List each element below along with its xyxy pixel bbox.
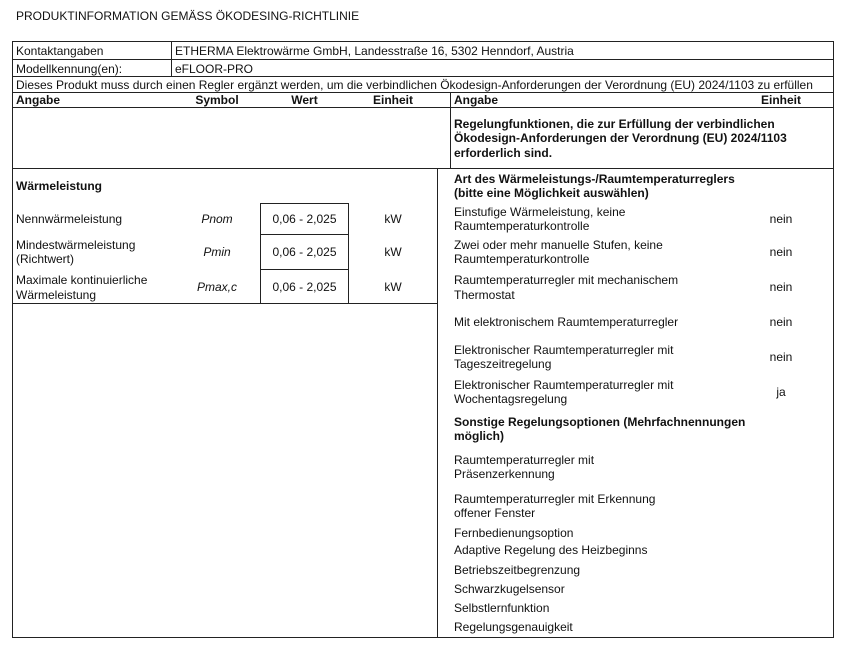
contact-label: Kontaktangaben <box>16 44 104 58</box>
type-2-line-1: Raumtemperaturregler mit mechanischem <box>454 273 679 287</box>
other-0-line-1: Raumtemperaturregler mit <box>454 453 595 467</box>
row-label-max-1: Maximale kontinuierliche <box>16 273 148 287</box>
type-5-line-1: Elektronischer Raumtemperaturregler mit <box>454 378 674 392</box>
row-value-max: 0,06 - 2,025 <box>272 280 337 294</box>
type-1-line-2: Raumtemperaturkontrolle <box>454 252 590 266</box>
model-value: eFLOOR-PRO <box>175 62 254 76</box>
other-1-line-2: offener Fenster <box>454 506 536 520</box>
type-0-line-1: Einstufige Wärmeleistung, keine <box>454 205 626 219</box>
type-5-line-2: Wochentagsregelung <box>454 392 568 406</box>
row-unit-max: kW <box>384 280 402 294</box>
other-0-line-2: Präsenzerkennung <box>454 467 555 481</box>
row-value-nenn: 0,06 - 2,025 <box>272 212 337 226</box>
row-symbol-max: Pmax,c <box>196 280 237 294</box>
section-waermeleistung: Wärmeleistung <box>16 179 103 193</box>
type-title-1: Art des Wärmeleistungs-/Raumtemperaturreglers <box>454 172 735 186</box>
header-einheit-right: Einheit <box>760 93 801 107</box>
type-3-value: nein <box>769 315 793 329</box>
header-angabe: Angabe <box>16 93 61 107</box>
header-wert: Wert <box>291 93 318 107</box>
row-label-min-1: Mindestwärmeleistung <box>16 238 136 252</box>
type-3-line-1: Mit elektronischem Raumtemperaturregler <box>454 315 679 329</box>
row-symbol-min: Pmin <box>203 245 231 259</box>
other-6-line-1: Selbstlernfunktion <box>454 601 550 615</box>
other-title-1: Sonstige Regelungsoptionen (Mehrfachnennungen <box>454 415 746 429</box>
intro-line-2: Ökodesign-Anforderungen der Verordnung (EU) 2024/1103 <box>454 131 787 145</box>
header-einheit: Einheit <box>372 93 413 107</box>
row-unit-min: kW <box>384 245 402 259</box>
type-2-line-2: Thermostat <box>454 288 515 302</box>
regulator-notice: Dieses Produkt muss durch einen Regler ergänzt werden, um die verbindlichen Ökodesign-Anforderungen der Verordnung (EU) 2024/1103 zu erfüllen <box>16 78 813 92</box>
type-1-value: nein <box>769 245 793 259</box>
header-angabe-right: Angabe <box>454 93 499 107</box>
type-0-value: nein <box>769 212 793 226</box>
type-title-2: (bitte eine Möglichkeit auswählen) <box>454 186 649 200</box>
other-2-line-1: Fernbedienungsoption <box>454 526 574 540</box>
row-unit-nenn: kW <box>384 212 402 226</box>
intro-line-1: Regelungfunktionen, die zur Erfüllung der verbindlichen <box>454 117 775 131</box>
other-7-line-1: Regelungsgenauigkeit <box>454 620 573 634</box>
other-3-line-1: Adaptive Regelung des Heizbeginns <box>454 543 648 557</box>
row-symbol-nenn: Pnom <box>201 212 233 226</box>
intro-line-3: erforderlich sind. <box>454 146 553 160</box>
other-5-line-1: Schwarzkugelsensor <box>454 582 565 596</box>
type-1-line-1: Zwei oder mehr manuelle Stufen, keine <box>454 238 663 252</box>
type-2-value: nein <box>769 280 793 294</box>
other-title-2: möglich) <box>454 429 504 443</box>
row-label-max-2: Wärmeleistung <box>16 288 97 302</box>
row-label-nenn: Nennwärmeleistung <box>16 212 123 226</box>
header-symbol: Symbol <box>195 93 239 107</box>
type-5-value: ja <box>776 385 786 399</box>
page-title: PRODUKTINFORMATION GEMÄSS ÖKODESING-RICHTLINIE <box>16 9 360 23</box>
row-label-min-2: (Richtwert) <box>16 252 75 266</box>
other-1-line-1: Raumtemperaturregler mit Erkennung <box>454 492 656 506</box>
type-4-line-2: Tageszeitregelung <box>454 357 552 371</box>
contact-value: ETHERMA Elektrowärme GmbH, Landesstraße 16, 5302 Henndorf, Austria <box>175 44 574 58</box>
type-4-value: nein <box>769 350 793 364</box>
type-0-line-2: Raumtemperaturkontrolle <box>454 219 590 233</box>
other-4-line-1: Betriebszeitbegrenzung <box>454 563 581 577</box>
row-value-min: 0,06 - 2,025 <box>272 245 337 259</box>
model-label: Modellkennung(en): <box>16 62 123 76</box>
type-4-line-1: Elektronischer Raumtemperaturregler mit <box>454 343 674 357</box>
